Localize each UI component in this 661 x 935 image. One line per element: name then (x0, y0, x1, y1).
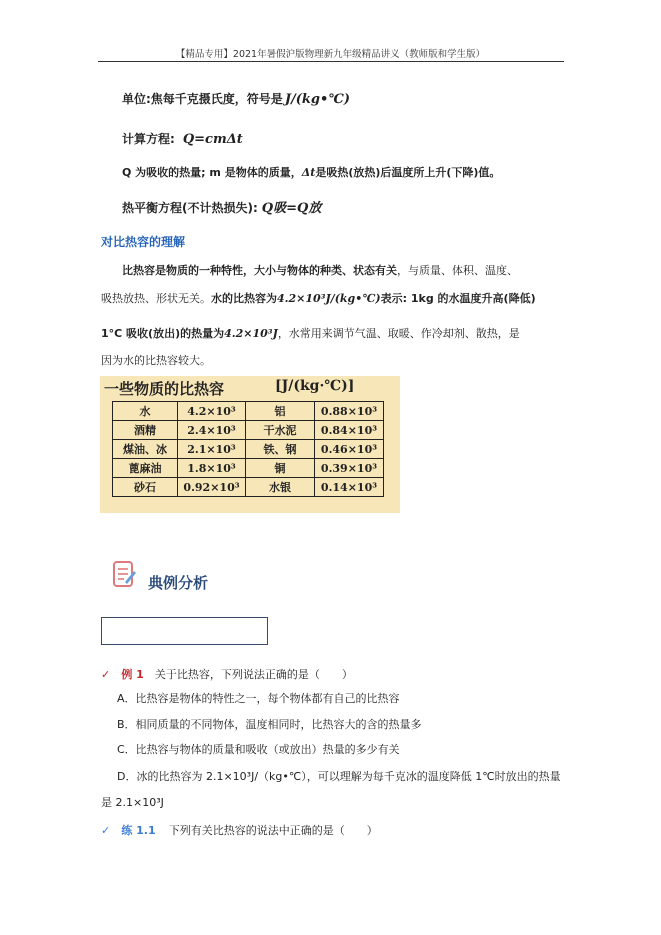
option-d-continued: 是 2.1×10³J (101, 796, 164, 809)
unit-symbol: J/(kg•℃) (284, 92, 350, 107)
table-cell: 0.46×10³ (315, 440, 384, 459)
notepad-icon (112, 560, 136, 588)
table-cell: 铝 (246, 402, 315, 421)
para-l1-bold: 比热容是物质的一种特性，大小与物体的种类、状态有关 (122, 264, 397, 277)
example-question-text: 关于比热容，下列说法正确的是（ ） (154, 668, 353, 681)
option-c: C．比热容与物体的质量和吸收（或放出）热量的多少有关 (117, 743, 400, 756)
practice-label: 练 1.1 (121, 824, 156, 837)
para-l3-bold1: 1°C 吸收(放出)的热量为 (101, 327, 225, 340)
checkmark-icon: ✓ (101, 668, 111, 681)
table-title: 一些物质的比热容 (104, 380, 225, 398)
table-cell: 蓖麻油 (113, 459, 178, 478)
table-cell: 干水泥 (246, 421, 315, 440)
table-cell: 1.8×10³ (178, 459, 246, 478)
para-l3-math: 4.2×10³J (224, 327, 278, 340)
option-b: B．相同质量的不同物体，温度相同时，比热容大的含的热量多 (117, 718, 422, 731)
para-l2-math: 4.2×10³J/(kg•℃) (277, 292, 381, 305)
table-cell: 4.2×10³ (178, 402, 246, 421)
example-label: 例 1 (121, 668, 144, 681)
table-cell: 酒精 (113, 421, 178, 440)
para-line-2 (101, 290, 536, 306)
table-cell: 砂石 (113, 478, 178, 497)
explain-part2: 是吸热(放热)后温度所上升(下降)值。 (315, 166, 501, 179)
formula-label: 计算方程: (122, 132, 175, 146)
balance-formula: Q吸=Q放 (261, 201, 322, 216)
table-unit: [J/(kg·℃)] (275, 378, 355, 394)
table-row (113, 440, 384, 459)
table-cell: 0.84×10³ (315, 421, 384, 440)
table-cell: 水 (113, 402, 178, 421)
balance-label: 热平衡方程(不计热损失): (122, 201, 258, 215)
para-l3-plain: ，水常用来调节气温、取暖、作冷却剂、散热，是 (277, 327, 520, 340)
option-a: A．比热容是物体的特性之一，每个物体都有自己的比热容 (117, 692, 400, 705)
para-line-1 (122, 262, 518, 278)
table-cell: 2.4×10³ (178, 421, 246, 440)
para-l2-bold2: 表示: 1kg 的水温度升高(降低) (380, 292, 536, 305)
table-cell: 0.14×10³ (315, 478, 384, 497)
blank-label-box (101, 617, 268, 645)
option-d: D．冰的比热容为 2.1×10³J/（kg•℃），可以理解为每千克冰的温度降低 1℃时放出的热量 (117, 770, 561, 783)
checkmark-icon: ✓ (101, 824, 111, 837)
table-cell: 煤油、冰 (113, 440, 178, 459)
balance-line (122, 197, 321, 216)
table-cell: 0.39×10³ (315, 459, 384, 478)
table-cell: 0.92×10³ (178, 478, 246, 497)
para-l2-bold1: 水的比热容为 (211, 292, 277, 305)
table-row (113, 478, 384, 497)
page-header: 【精品专用】2021年暑假沪版物理新九年级精品讲义（教师版和学生版） (175, 49, 486, 60)
unit-label: 单位:焦每千克摄氏度，符号是 (122, 92, 283, 106)
analysis-title: 典例分析 (148, 574, 209, 592)
unit-line (122, 90, 350, 107)
header-divider (98, 61, 564, 62)
table-cell: 水银 (246, 478, 315, 497)
section-title: 对比热容的理解 (101, 235, 186, 249)
specific-heat-table (100, 376, 400, 513)
table-cell: 0.88×10³ (315, 402, 384, 421)
practice-question-text: 下列有关比热容的说法中正确的是（ ） (168, 824, 378, 837)
formula-expression: Q=cmΔt (182, 132, 243, 147)
para-l2-plain: 吸热放热、形状无关。 (101, 292, 211, 305)
practice-question (101, 819, 378, 838)
para-l1-plain: ，与质量、体积、温度、 (397, 264, 518, 277)
explain-line (122, 164, 500, 180)
table-cell: 2.1×10³ (178, 440, 246, 459)
table-cell: 铜 (246, 459, 315, 478)
explain-part1: Q 为吸收的热量; m 是物体的质量， (122, 166, 302, 179)
para-line-3 (101, 325, 520, 341)
table-row (113, 421, 384, 440)
table-row (113, 459, 384, 478)
table-row (113, 402, 384, 421)
table-grid (112, 401, 384, 497)
table-cell: 铁、钢 (246, 440, 315, 459)
para-line-4: 因为水的比热容较大。 (101, 354, 211, 367)
formula-line (122, 130, 243, 147)
example-1-question (101, 663, 353, 682)
explain-delta: Δt (301, 166, 316, 179)
